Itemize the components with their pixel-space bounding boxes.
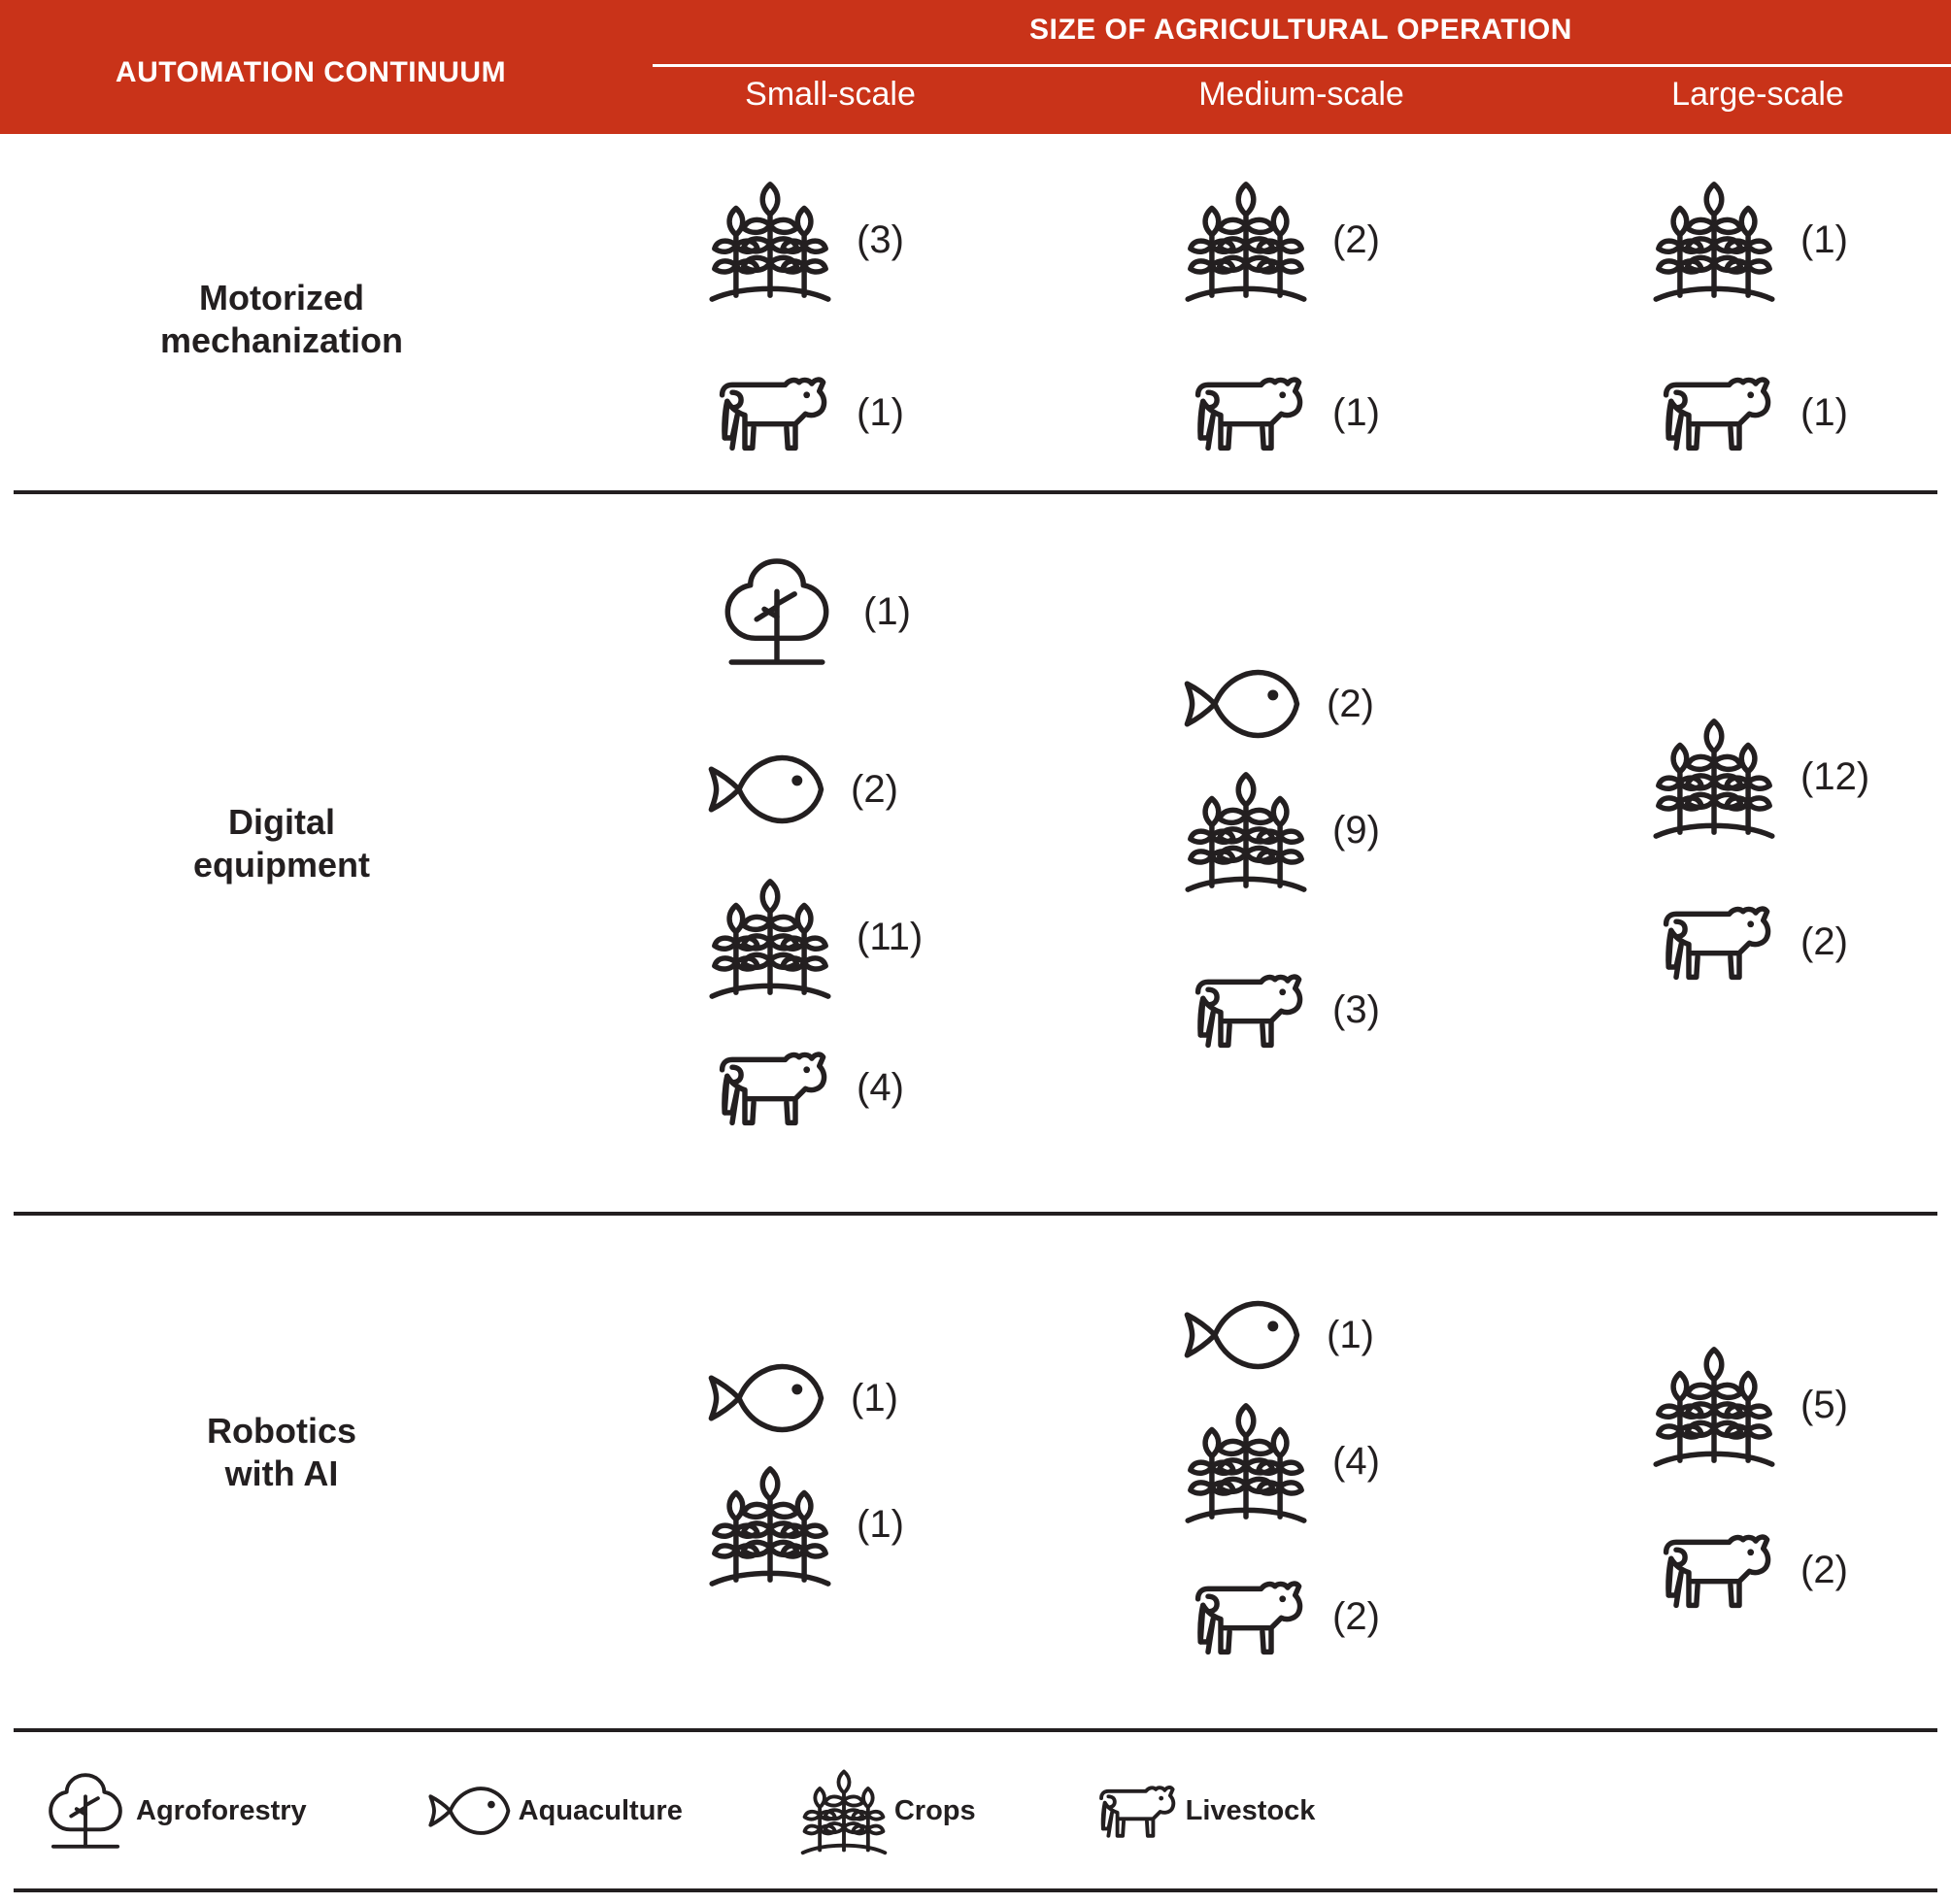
legend bbox=[14, 1748, 1937, 1874]
livestock-icon bbox=[1183, 1553, 1309, 1680]
aquaculture-icon bbox=[1177, 641, 1303, 767]
header-rule bbox=[653, 64, 1951, 67]
livestock-icon bbox=[1651, 879, 1777, 1005]
row-label-line2: equipment bbox=[192, 844, 370, 885]
livestock-icon bbox=[707, 350, 833, 476]
count-label: (1) bbox=[851, 1376, 898, 1420]
legend-item-agroforestry bbox=[41, 1766, 307, 1855]
count-label: (2) bbox=[851, 767, 898, 811]
livestock-icon bbox=[1183, 947, 1309, 1073]
legend-divider bbox=[14, 1728, 1937, 1732]
cell-digital-medium-crops bbox=[1183, 767, 1380, 893]
count-label: (11) bbox=[857, 915, 924, 958]
cell-digital-small-crops bbox=[707, 874, 923, 1000]
row-divider-2 bbox=[14, 1212, 1937, 1216]
livestock-icon bbox=[1651, 1507, 1777, 1633]
legend-label: Livestock bbox=[1185, 1794, 1316, 1826]
legend-item-livestock bbox=[1091, 1766, 1316, 1855]
cell-robotics-medium-aquaculture bbox=[1177, 1272, 1374, 1398]
count-label: (1) bbox=[1332, 390, 1380, 434]
column-header-large-scale: Large-scale bbox=[1671, 76, 1844, 113]
table-header-band bbox=[0, 0, 1951, 134]
count-label: (2) bbox=[1800, 1548, 1848, 1591]
livestock-icon bbox=[1091, 1766, 1180, 1855]
row-label-line2: mechanization bbox=[159, 319, 404, 360]
count-label: (4) bbox=[857, 1065, 904, 1109]
crops-icon bbox=[799, 1766, 889, 1855]
agroforestry-icon bbox=[714, 549, 840, 675]
livestock-icon bbox=[1183, 350, 1309, 476]
row-label-robotics-with-ai bbox=[10, 1410, 554, 1495]
count-label: (4) bbox=[1332, 1439, 1380, 1483]
count-label: (2) bbox=[1800, 919, 1848, 963]
count-label: (2) bbox=[1327, 682, 1374, 725]
cell-robotics-small-crops bbox=[707, 1461, 904, 1587]
legend-label: Agroforestry bbox=[136, 1794, 307, 1826]
crops-icon bbox=[1651, 177, 1777, 303]
cell-robotics-large-livestock bbox=[1651, 1507, 1848, 1633]
legend-item-crops bbox=[799, 1766, 976, 1855]
count-label: (2) bbox=[1332, 1594, 1380, 1638]
count-label: (1) bbox=[1800, 217, 1848, 261]
row-label-line1: Digital bbox=[227, 802, 335, 842]
crops-icon bbox=[707, 874, 833, 1000]
cell-digital-large-livestock bbox=[1651, 879, 1848, 1005]
crops-icon bbox=[707, 177, 833, 303]
count-label: (1) bbox=[857, 1502, 904, 1546]
header-automation-continuum: AUTOMATION CONTINUUM bbox=[115, 56, 507, 88]
count-label: (12) bbox=[1800, 754, 1870, 798]
count-label: (3) bbox=[1332, 987, 1380, 1031]
cell-digital-small-livestock bbox=[707, 1024, 904, 1151]
cell-digital-medium-aquaculture bbox=[1177, 641, 1374, 767]
header-size-of-operation: SIZE OF AGRICULTURAL OPERATION bbox=[1029, 14, 1572, 46]
cell-robotics-small-aquaculture bbox=[701, 1335, 898, 1461]
row-label-digital-equipment bbox=[10, 801, 554, 886]
crops-icon bbox=[707, 1461, 833, 1587]
count-label: (9) bbox=[1332, 808, 1380, 852]
aquaculture-icon bbox=[701, 1335, 827, 1461]
cell-motorized-medium-crops bbox=[1183, 177, 1380, 303]
aquaculture-icon bbox=[701, 726, 827, 852]
cell-digital-small-aquaculture bbox=[701, 726, 898, 852]
column-header-medium-scale: Medium-scale bbox=[1198, 76, 1404, 113]
crops-icon bbox=[1651, 1342, 1777, 1468]
column-header-small-scale: Small-scale bbox=[745, 76, 916, 113]
count-label: (1) bbox=[857, 390, 904, 434]
cell-robotics-medium-crops bbox=[1183, 1398, 1380, 1524]
row-label-motorized-mechanization bbox=[10, 277, 554, 362]
legend-label: Aquaculture bbox=[518, 1794, 683, 1826]
count-label: (1) bbox=[1800, 390, 1848, 434]
cell-motorized-small-crops bbox=[707, 177, 904, 303]
cell-digital-large-crops bbox=[1651, 714, 1869, 840]
row-label-line1: Motorized bbox=[199, 278, 364, 317]
crops-icon bbox=[1651, 714, 1777, 840]
legend-label: Crops bbox=[893, 1794, 976, 1826]
row-divider-1 bbox=[14, 490, 1937, 494]
crops-icon bbox=[1183, 767, 1309, 893]
row-label-line1: Robotics bbox=[206, 1411, 356, 1451]
livestock-icon bbox=[1651, 350, 1777, 476]
count-label: (1) bbox=[1327, 1313, 1374, 1356]
cell-motorized-large-livestock bbox=[1651, 350, 1848, 476]
livestock-icon bbox=[707, 1024, 833, 1151]
cell-motorized-small-livestock bbox=[707, 350, 904, 476]
bottom-border bbox=[14, 1888, 1937, 1892]
crops-icon bbox=[1183, 177, 1309, 303]
cell-motorized-medium-livestock bbox=[1183, 350, 1380, 476]
cell-robotics-large-crops bbox=[1651, 1342, 1848, 1468]
row-label-line2: with AI bbox=[224, 1453, 339, 1493]
cell-digital-medium-livestock bbox=[1183, 947, 1380, 1073]
crops-icon bbox=[1183, 1398, 1309, 1524]
aquaculture-icon bbox=[1177, 1272, 1303, 1398]
count-label: (2) bbox=[1332, 217, 1380, 261]
count-label: (5) bbox=[1800, 1383, 1848, 1426]
count-label: (3) bbox=[857, 217, 904, 261]
aquaculture-icon bbox=[423, 1766, 513, 1855]
legend-item-aquaculture bbox=[423, 1766, 683, 1855]
count-label: (1) bbox=[863, 589, 911, 633]
cell-digital-small-agroforestry bbox=[714, 549, 911, 675]
cell-robotics-medium-livestock bbox=[1183, 1553, 1380, 1680]
agroforestry-icon bbox=[41, 1766, 130, 1855]
cell-motorized-large-crops bbox=[1651, 177, 1848, 303]
